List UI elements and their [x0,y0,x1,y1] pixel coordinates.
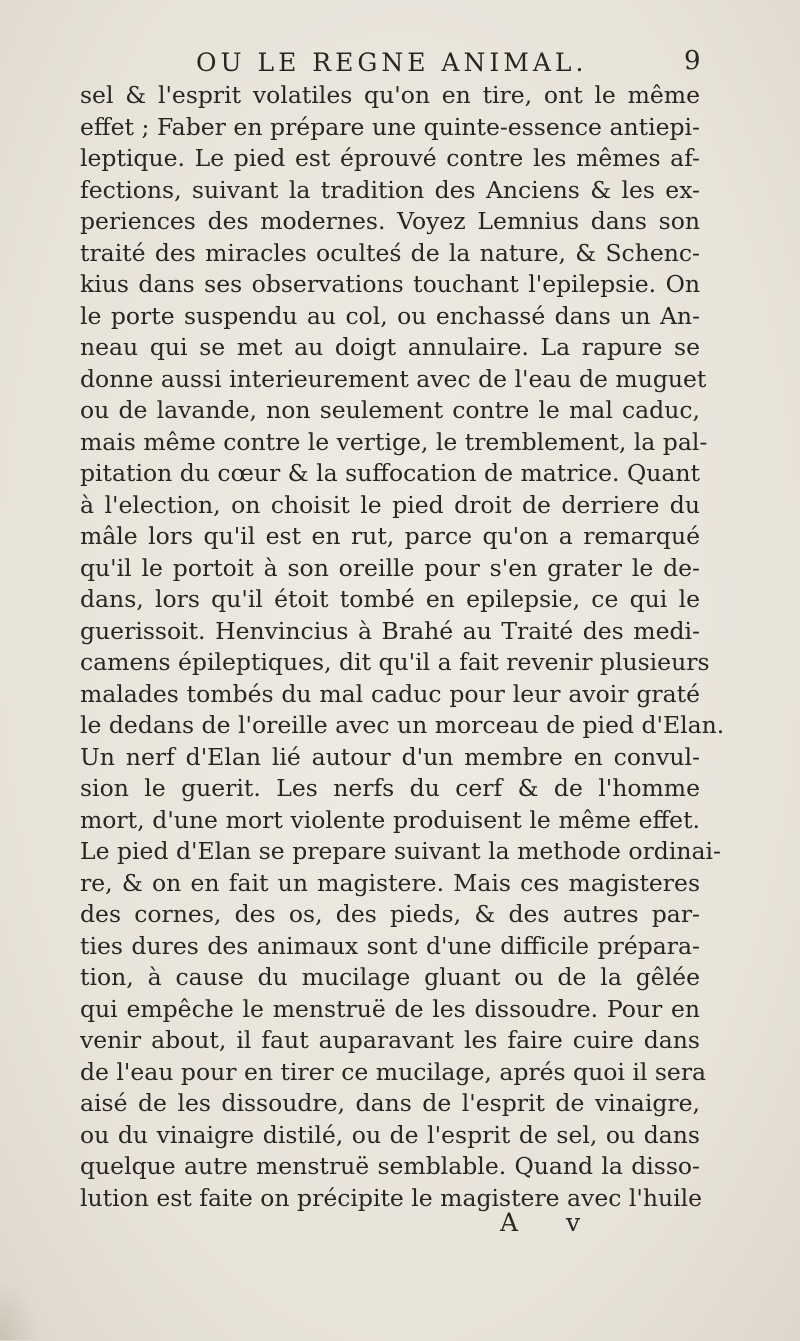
text-line: aisé de les dissoudre, dans de l'esprit de vinaigre, [80,1089,700,1117]
text-line: periences des modernes. Voyez Lemnius dans son [80,207,700,235]
text-line: kius dans ses observations touchant l'epilepsie. On [80,270,700,298]
text-line: qu'il le portoit à son oreille pour s'en grater le de- [80,553,700,582]
signature-mark: A v [500,1208,601,1237]
text-line: sel & l'esprit volatiles qu'on en tire, ont le même [80,81,700,109]
text-line: ou du vinaigre distilé, ou de l'esprit de sel, ou dans [80,1120,700,1149]
text-line: mâle lors qu'il est en rut, parce qu'on a remarqué [80,522,700,550]
text-line: des cornes, des os, des pieds, & des autres par- [80,900,700,928]
text-line: le dedans de l'oreille avec un morceau de pied d'Elan. [80,711,725,739]
text-line: de l'eau pour en tirer ce mucilage, aprés quoi il sera [80,1057,707,1086]
text-line: guerissoit. Henvincius à Brahé au Traité des medi- [80,616,700,645]
text-line: donne aussi interieurement avec de l'eau de muguet [80,364,707,393]
text-line: mais même contre le vertige, le tremblement, la pal- [80,427,708,456]
text-line: malades tombés du mal caduc pour leur avoir graté [80,679,700,708]
text-line: venir about, il faut auparavant les faire cuire dans [80,1026,700,1054]
text-line: leptique. Le pied est éprouvé contre les mêmes af- [80,144,700,172]
paper-stain [0,1280,40,1340]
text-line: à l'election, on choisit le pied droit de derriere du [80,490,700,519]
text-line: camens épileptiques, dit qu'il a fait revenir plusieurs [80,648,710,676]
text-line: effet ; Faber en prépare une quinte-essence antiepi- [80,112,700,141]
text-line: ties dures des animaux sont d'une difficile prépara- [80,931,700,960]
text-line: qui empêche le menstruë de les dissoudre. Pour en [80,994,700,1023]
body-text [80,80,725,1214]
text-line: ou de lavande, non seulement contre le mal caduc, [80,396,700,424]
text-line: mort, d'une mort violente produisent le même effet. [80,805,700,834]
running-title: OU LE REGNE ANIMAL. [196,48,588,77]
text-line: dans, lors qu'il étoit tombé en epilepsie, ce qui le [80,585,700,613]
text-line: fections, suivant la tradition des Anciens & les ex- [80,175,700,204]
text-line: traité des miracles oculteś de la nature, & Schenc- [80,238,700,267]
text-line: lution est faite on précipite le magistere avec l'huile [80,1183,703,1212]
text-line: re, & on en fait un magistere. Mais ces magisteres [80,868,700,897]
text-line: neau qui se met au doigt annulaire. La rapure se [80,333,700,361]
text-line: tion, à cause du mucilage gluant ou de la gêlée [80,963,700,991]
page-header [0,44,800,84]
text-line: quelque autre menstruë semblable. Quand la disso- [80,1152,700,1180]
text-line: Le pied d'Elan se prepare suivant la methode ordinai- [80,837,721,865]
text-line: pitation du cœur & la suffocation de matrice. Quant [80,459,700,487]
text-line: Un nerf d'Elan lié autour d'un membre en convul- [80,742,700,771]
text-line: le porte suspendu au col, ou enchassé dans un An- [80,301,700,330]
page-number: 9 [684,46,701,76]
text-line: sion le guerit. Les nerfs du cerf & de l'homme [80,774,700,802]
